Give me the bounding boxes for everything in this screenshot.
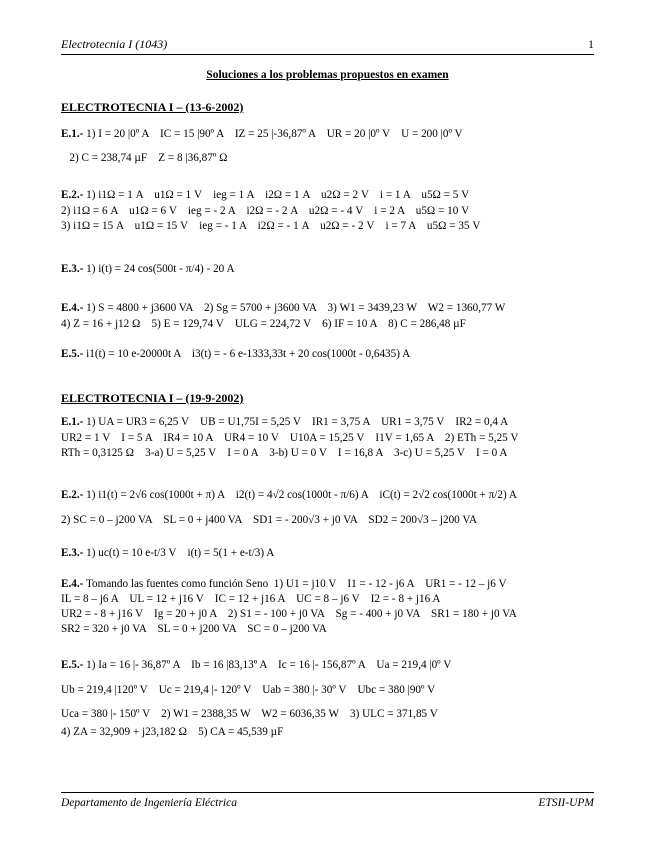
page-header bbox=[61, 34, 594, 55]
page-footer bbox=[61, 792, 594, 813]
solution-line bbox=[61, 683, 435, 697]
solution-text: 2) C = 238,74 µF Z = 8 |36,87º Ω bbox=[61, 152, 228, 164]
solution-line bbox=[61, 546, 274, 560]
footer-institution: ETSII-UPM bbox=[538, 797, 594, 809]
solution-line bbox=[61, 415, 508, 429]
solution-text: UR2 = 1 V I = 5 A IR4 = 10 A UR4 = 10 V U10A = 15,25 V I1V = 1,65 A 2) ETh = 5,25 V bbox=[61, 432, 519, 444]
solution-line bbox=[61, 188, 469, 202]
solution-line bbox=[61, 446, 507, 460]
solution-line bbox=[61, 431, 518, 445]
document-title: Soluciones a los problemas propuestos en examen bbox=[206, 69, 449, 81]
problem-label: E.4.- bbox=[61, 578, 84, 590]
problem-label: E.2.- bbox=[61, 489, 84, 501]
solution-text: 1) Ia = 16 |- 36,87º A Ib = 16 |83,13º A Ic = 16 |- 156,87º A Ua = 219,4 |0º V bbox=[83, 659, 452, 671]
solution-line bbox=[61, 317, 466, 331]
problem-label: E.3.- bbox=[61, 263, 84, 275]
problem-label: E.1.- bbox=[61, 128, 84, 140]
solution-text: 2) i1Ω = 6 A u1Ω = 6 V ieg = - 2 A i2Ω = - 2 A u2Ω = - 4 V i = 2 A u5Ω = 10 V bbox=[61, 205, 470, 217]
solution-line bbox=[61, 592, 441, 606]
solution-line bbox=[61, 577, 507, 591]
solution-line bbox=[61, 607, 517, 621]
solution-text: 1) i1Ω = 1 A u1Ω = 1 V ieg = 1 A i2Ω = 1 A u2Ω = 2 V i = 1 A u5Ω = 5 V bbox=[83, 189, 470, 201]
solution-text: Tomando las fuentes como función Seno 1) U1 = j10 V I1 = - 12 - j6 A UR1 = - 12 – j6 V bbox=[83, 578, 507, 590]
solution-line bbox=[61, 488, 517, 502]
solution-text: Uca = 380 |- 150º V 2) W1 = 2388,35 W W2 = 6036,35 W 3) ULC = 371,85 V bbox=[61, 708, 438, 720]
problem-label: E.4.- bbox=[61, 302, 84, 314]
solution-line bbox=[61, 622, 327, 636]
solution-line bbox=[61, 301, 505, 315]
section-heading: ELECTROTECNIA I – (19-9-2002) bbox=[61, 391, 244, 405]
footer-department: Departamento de Ingeniería Eléctrica bbox=[61, 797, 237, 809]
solution-line bbox=[61, 127, 463, 141]
solution-line bbox=[61, 262, 235, 276]
solution-text: 2) SC = 0 – j200 VA SL = 0 + j400 VA SD1 = - 200√3 + j0 VA SD2 = 200√3 – j200 VA bbox=[61, 514, 478, 526]
problem-label: E.2.- bbox=[61, 189, 84, 201]
solution-line bbox=[61, 725, 283, 739]
solution-text: 1) uc(t) = 10 e-t/3 V i(t) = 5(1 + e-t/3) A bbox=[83, 547, 275, 559]
section-heading: ELECTROTECNIA I – (13-6-2002) bbox=[61, 100, 244, 114]
problem-label: E.1.- bbox=[61, 416, 84, 428]
solution-line bbox=[61, 658, 451, 672]
problem-label: E.5.- bbox=[61, 348, 84, 360]
solution-line bbox=[61, 219, 480, 233]
page-number: 1 bbox=[588, 37, 594, 51]
solution-text: i1(t) = 10 e-20000t A i3(t) = - 6 e-1333,33t + 20 cos(1000t - 0,6435) A bbox=[83, 348, 411, 360]
header-title: Electrotecnia I (1043) bbox=[61, 37, 168, 51]
solution-text: 1) i1(t) = 2√6 cos(1000t + π) A i2(t) = 4√2 cos(1000t - π/6) A iC(t) = 2√2 cos(1000t + π/2) A bbox=[83, 489, 517, 501]
solution-text: 3) i1Ω = 15 A u1Ω = 15 V ieg = - 1 A i2Ω = - 1 A u2Ω = - 2 V i = 7 A u5Ω = 35 V bbox=[61, 220, 481, 232]
solution-text: RTh = 0,3125 Ω 3-a) U = 5,25 V I = 0 A 3-b) U = 0 V I = 16,8 A 3-c) U = 5,25 V I = 0 A bbox=[61, 447, 508, 459]
problem-label: E.5.- bbox=[61, 659, 84, 671]
solution-line bbox=[61, 347, 410, 361]
solution-text: UR2 = - 8 + j16 V Ig = 20 + j0 A 2) S1 = - 100 + j0 VA Sg = - 400 + j0 VA SR1 = 180 + j0 VA bbox=[61, 608, 517, 620]
problem-label: E.3.- bbox=[61, 547, 84, 559]
solution-text: IL = 8 – j6 A UL = 12 + j16 V IC = 12 + j16 A UC = 8 – j6 V I2 = - 8 + j16 A bbox=[61, 593, 441, 605]
solution-text: SR2 = 320 + j0 VA SL = 0 + j200 VA SC = 0 – j200 VA bbox=[61, 623, 327, 635]
solution-text: 4) ZA = 32,909 + j23,182 Ω 5) CA = 45,539 µF bbox=[61, 726, 284, 738]
solution-line bbox=[61, 513, 477, 527]
solution-line bbox=[61, 204, 469, 218]
solution-text: 1) i(t) = 24 cos(500t - π/4) - 20 A bbox=[83, 263, 235, 275]
solution-text: 1) I = 20 |0º A IC = 15 |90º A IZ = 25 |-36,87º A UR = 20 |0º V U = 200 |0º V bbox=[83, 128, 463, 140]
solution-text: 1) S = 4800 + j3600 VA 2) Sg = 5700 + j3600 VA 3) W1 = 3439,23 W W2 = 1360,77 W bbox=[83, 302, 506, 314]
solution-text: Ub = 219,4 |120º V Uc = 219,4 |- 120º V Uab = 380 |- 30º V Ubc = 380 |90º V bbox=[61, 684, 436, 696]
solution-line bbox=[61, 151, 227, 165]
solution-text: 1) UA = UR3 = 6,25 V UB = U1,75I = 5,25 V IR1 = 3,75 A UR1 = 3,75 V IR2 = 0,4 A bbox=[83, 416, 509, 428]
solution-line bbox=[61, 707, 438, 721]
solution-text: 4) Z = 16 + j12 Ω 5) E = 129,74 V ULG = 224,72 V 6) IF = 10 A 8) C = 286,48 µF bbox=[61, 318, 466, 330]
